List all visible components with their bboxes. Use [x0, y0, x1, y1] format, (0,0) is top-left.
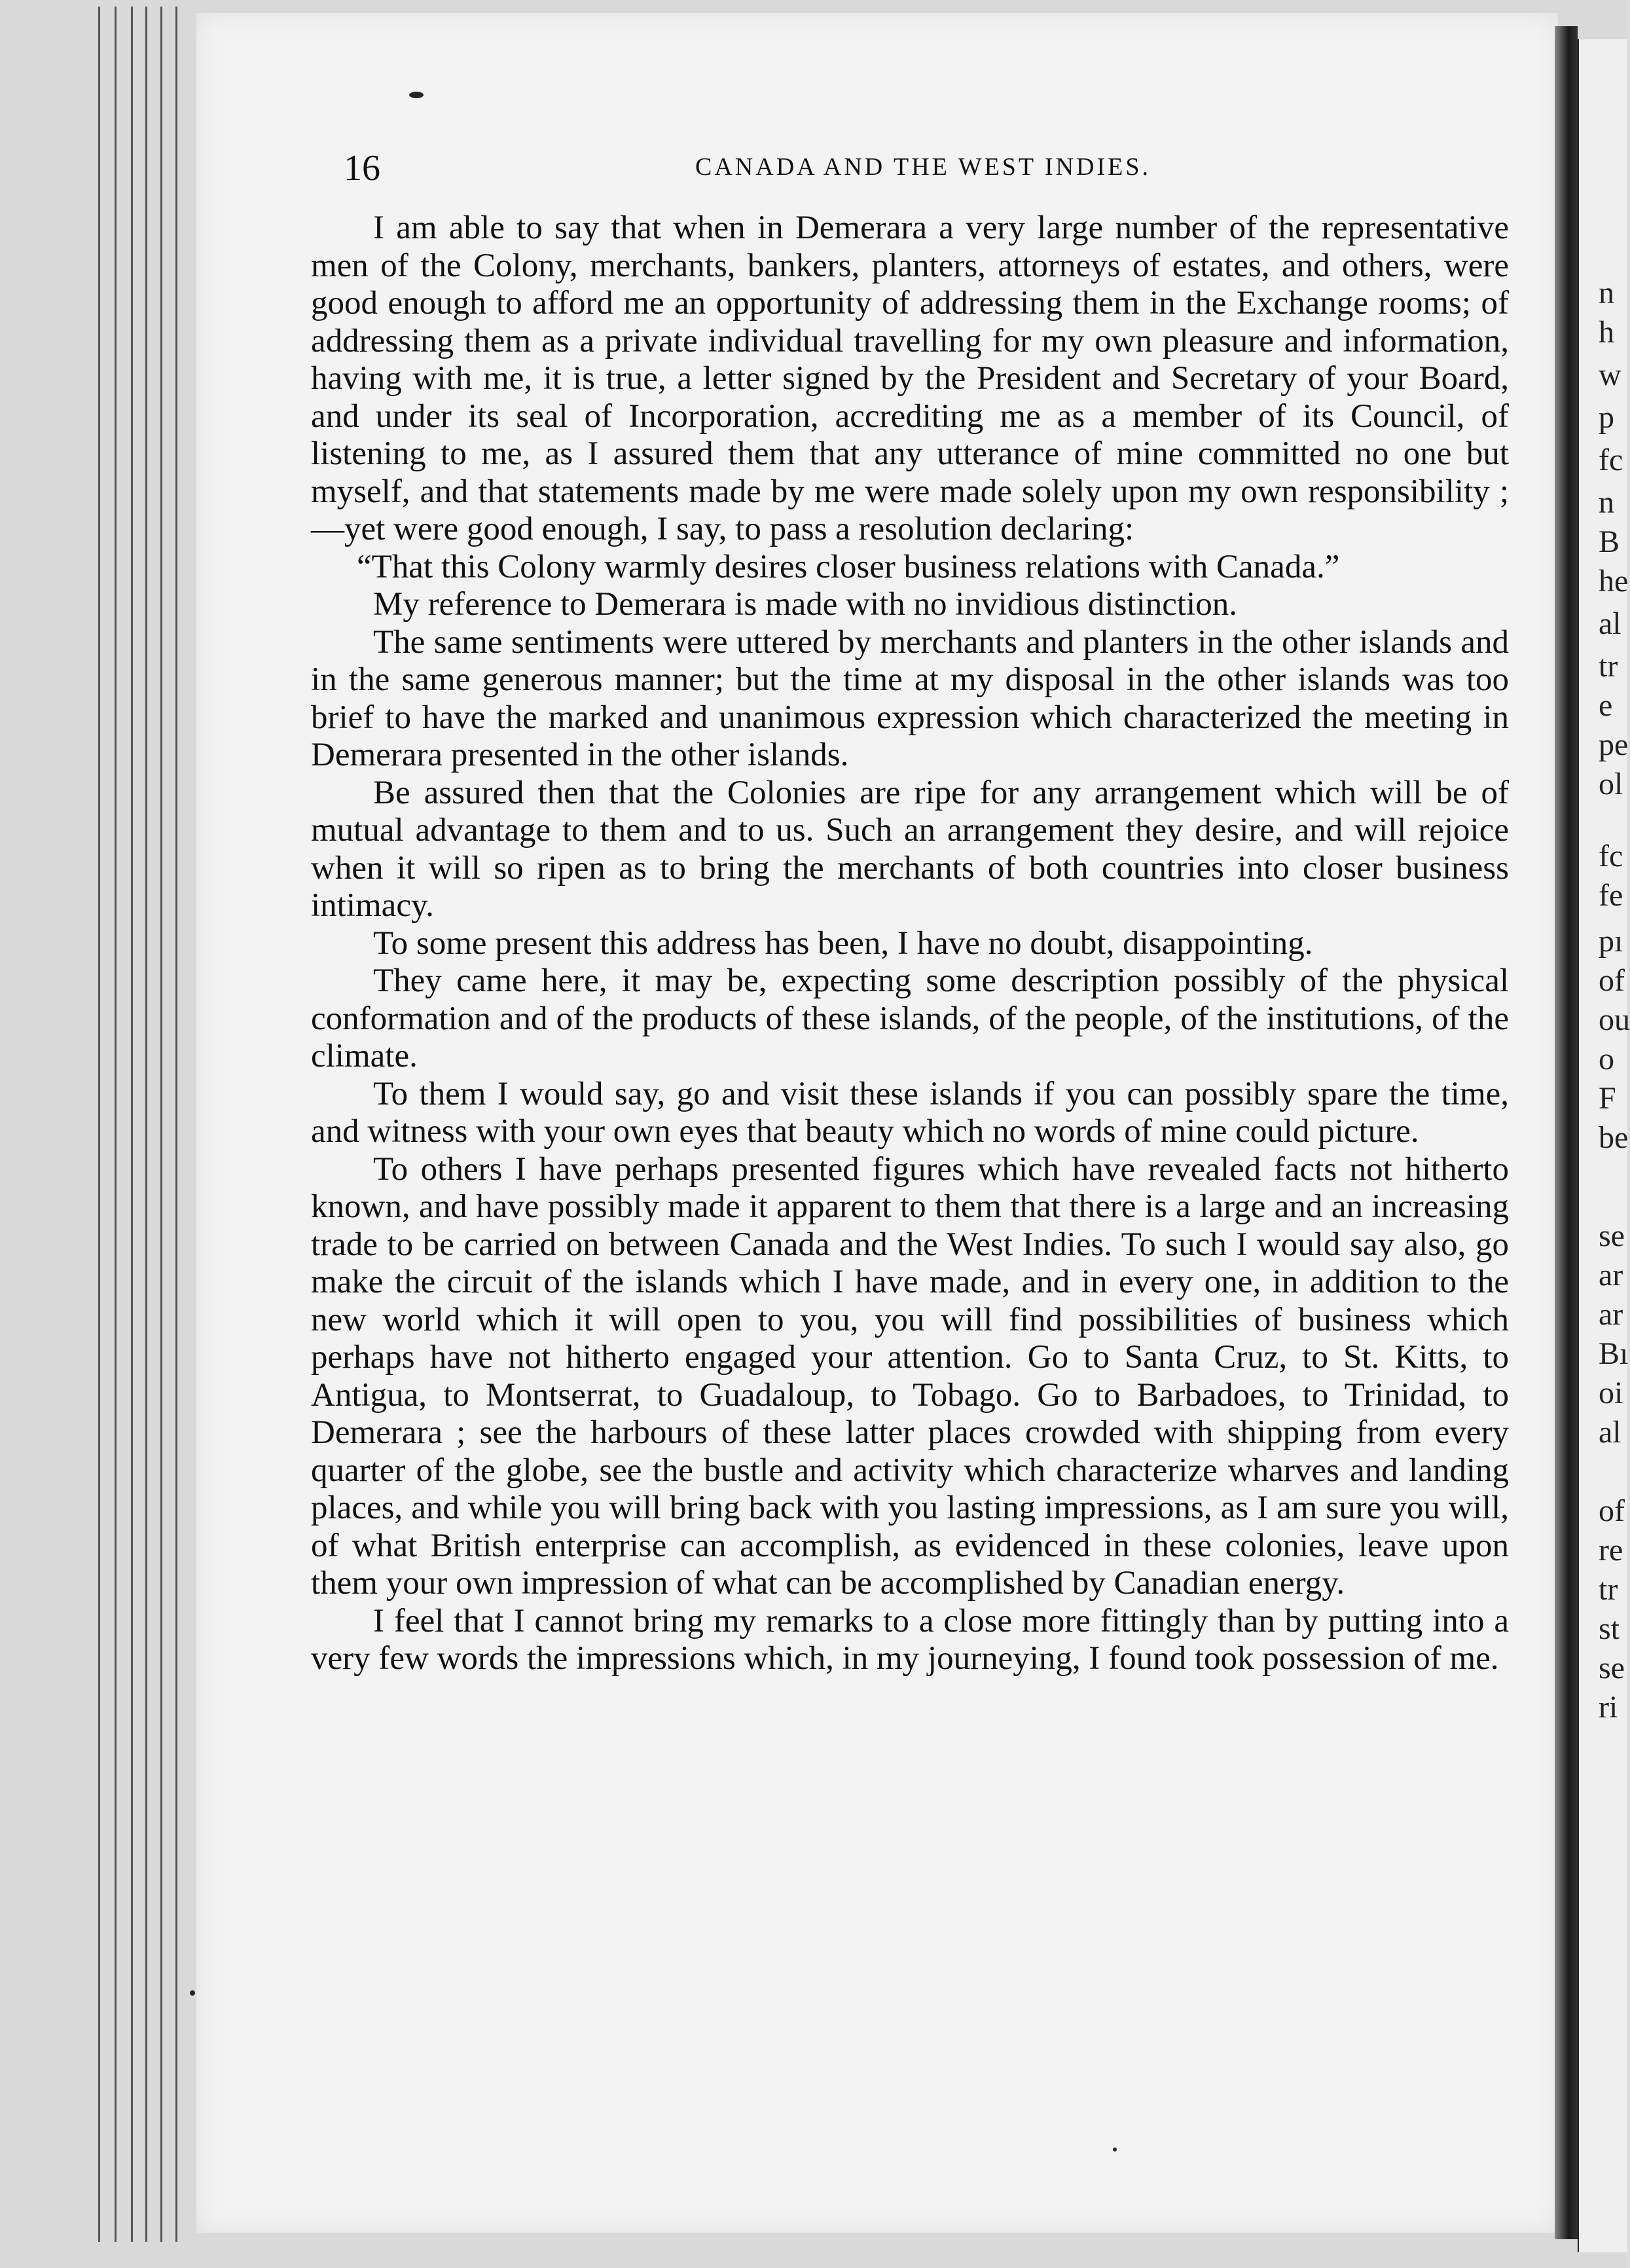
paragraph: To some present this address has been, I have no doubt, disappointing.: [373, 924, 1313, 962]
facing-page-fragment: al: [1599, 606, 1621, 641]
body-text: [311, 210, 1509, 1678]
facing-page-fragment: ol: [1599, 767, 1623, 801]
facing-page-fragment: fc: [1599, 839, 1623, 873]
facing-page-fragment: B: [1599, 524, 1620, 559]
facing-page-fragment: pı: [1599, 924, 1623, 959]
header-title: CANADA AND THE WEST INDIES.: [695, 153, 1151, 181]
book-gutter: [1555, 26, 1578, 2239]
page-edge: [160, 7, 162, 2242]
facing-page-fragment: e: [1599, 688, 1613, 723]
paragraph: To them I would say, go and visit these islands if you can possibly spare the time, and witness with your own eyes that beauty which no words of mine could picture.: [311, 1075, 1509, 1150]
page-edge: [175, 7, 177, 2242]
facing-page-fragment: fe: [1599, 878, 1623, 913]
facing-page-fragment: oi: [1599, 1376, 1623, 1410]
paragraph: The same sentiments were uttered by merchants and planters in the other islands and in the same generous manner; but the time at my disposal in the other islands was too brief to have the marked and unanimous expression which characterized the meeting in Demerara presented in the other islands.: [311, 623, 1509, 773]
facing-page-fragment: n: [1599, 485, 1614, 520]
ink-speck: [409, 92, 424, 98]
facing-page-fragment: of: [1599, 1493, 1625, 1528]
facing-page-fragment: o: [1599, 1042, 1614, 1076]
facing-page-fragment: se: [1599, 1651, 1625, 1685]
facing-page-fragment: al: [1599, 1415, 1621, 1450]
running-head: [344, 147, 1502, 187]
paragraph: My reference to Demerara is made with no invidious distinction.: [373, 586, 1237, 623]
facing-page-fragment: st: [1599, 1611, 1620, 1646]
facing-page: [1578, 39, 1630, 2252]
facing-page-fragment: n: [1599, 276, 1614, 310]
paragraph: To others I have perhaps presented figures which have revealed facts not hitherto known, and have possibly made it apparent to them that there is a large and an increasing trade to be carried on between Canada and the West Indies. To such I would say also, go make the circuit of the islands which I have made, and in every one, in addition to the new world which it will open to you, you will find possibilities of business which perhaps have not hitherto engaged your attention. Go to Santa Cruz, to St. Kitts, to Antigua, to Montserrat, to Guadaloup, to Tobago. Go to Barbadoes, to Trinidad, to Demerara ; see the harbours of these latter places crowded with shipping from every quarter of the globe, see the bustle and activity which characterize wharves and landing places, and while you will bring back with you lasting impressions, as I am sure you will, of what British enterprise can accomplish, as evidenced in these colonies, leave upon them your own impression of what can be accomplished by Canadian energy.: [311, 1150, 1509, 1601]
paragraph: They came here, it may be, expecting some description possibly of the physical conformation and of the products of these islands, of the people, of the institutions, of the climate.: [311, 962, 1509, 1074]
page-edge: [98, 7, 100, 2242]
facing-page-fragment: fc: [1599, 443, 1623, 477]
facing-page-fragment: re: [1599, 1533, 1623, 1567]
facing-page-fragment: tr: [1599, 1572, 1618, 1607]
ink-speck: [1113, 2148, 1117, 2151]
facing-page-fragment: h: [1599, 315, 1614, 350]
paragraph: I am able to say that when in Demerara a very large number of the representative men of the Colony, merchants, bankers, planters, attorneys of estates, and others, were good enough to afford me an opportunity of addressing them in the Exchange rooms; of addressing them as a private individual travelling for my own pleasure and information, having with me, it is true, a letter signed by the President and Secretary of your Board, and under its seal of Incorporation, accrediting me as a member of its Council, of listening to me, as I assured them that any utterance of mine committed no one but myself, and that statements made by me were made solely upon my own responsibility ;—yet were good enough, I say, to pass a resolution declaring:: [311, 210, 1509, 547]
page-number: 16: [344, 148, 380, 189]
paragraph: Be assured then that the Colonies are ripe for any arrangement which will be of mutual advantage to them and to us. Such an arrangement they desire, and will rejoice when it will so ripen as to bring the merchants of both countries into closer business intimacy.: [311, 774, 1509, 924]
page-edge: [115, 7, 117, 2242]
facing-page-fragment: tr: [1599, 649, 1618, 684]
page-edge: [131, 7, 133, 2242]
facing-page-fragment: of: [1599, 963, 1625, 998]
facing-page-fragment: w: [1599, 357, 1621, 392]
facing-page-fragment: Bı: [1599, 1336, 1629, 1371]
facing-page-fragment: ar: [1599, 1258, 1623, 1292]
facing-page-fragment: p: [1599, 400, 1614, 435]
facing-page-fragment: he: [1599, 564, 1629, 598]
facing-page-fragment: ar: [1599, 1297, 1623, 1332]
ink-speck: [190, 1990, 195, 1996]
page-edge: [145, 7, 147, 2242]
facing-page-fragment: F: [1599, 1081, 1616, 1116]
quotation: “That this Colony warmly desires closer business relations with Canada.”: [357, 548, 1340, 585]
facing-page-fragment: pe: [1599, 727, 1629, 762]
facing-page-fragment: se: [1599, 1218, 1625, 1253]
paragraph: I feel that I cannot bring my remarks to a close more fittingly than by putting into a very few words the impressions which, in my journeying, I found took possession of me.: [311, 1602, 1509, 1677]
facing-page-fragment: be: [1599, 1120, 1629, 1155]
facing-page-fragment: ou: [1599, 1002, 1630, 1037]
facing-page-fragment: ri: [1599, 1690, 1618, 1725]
